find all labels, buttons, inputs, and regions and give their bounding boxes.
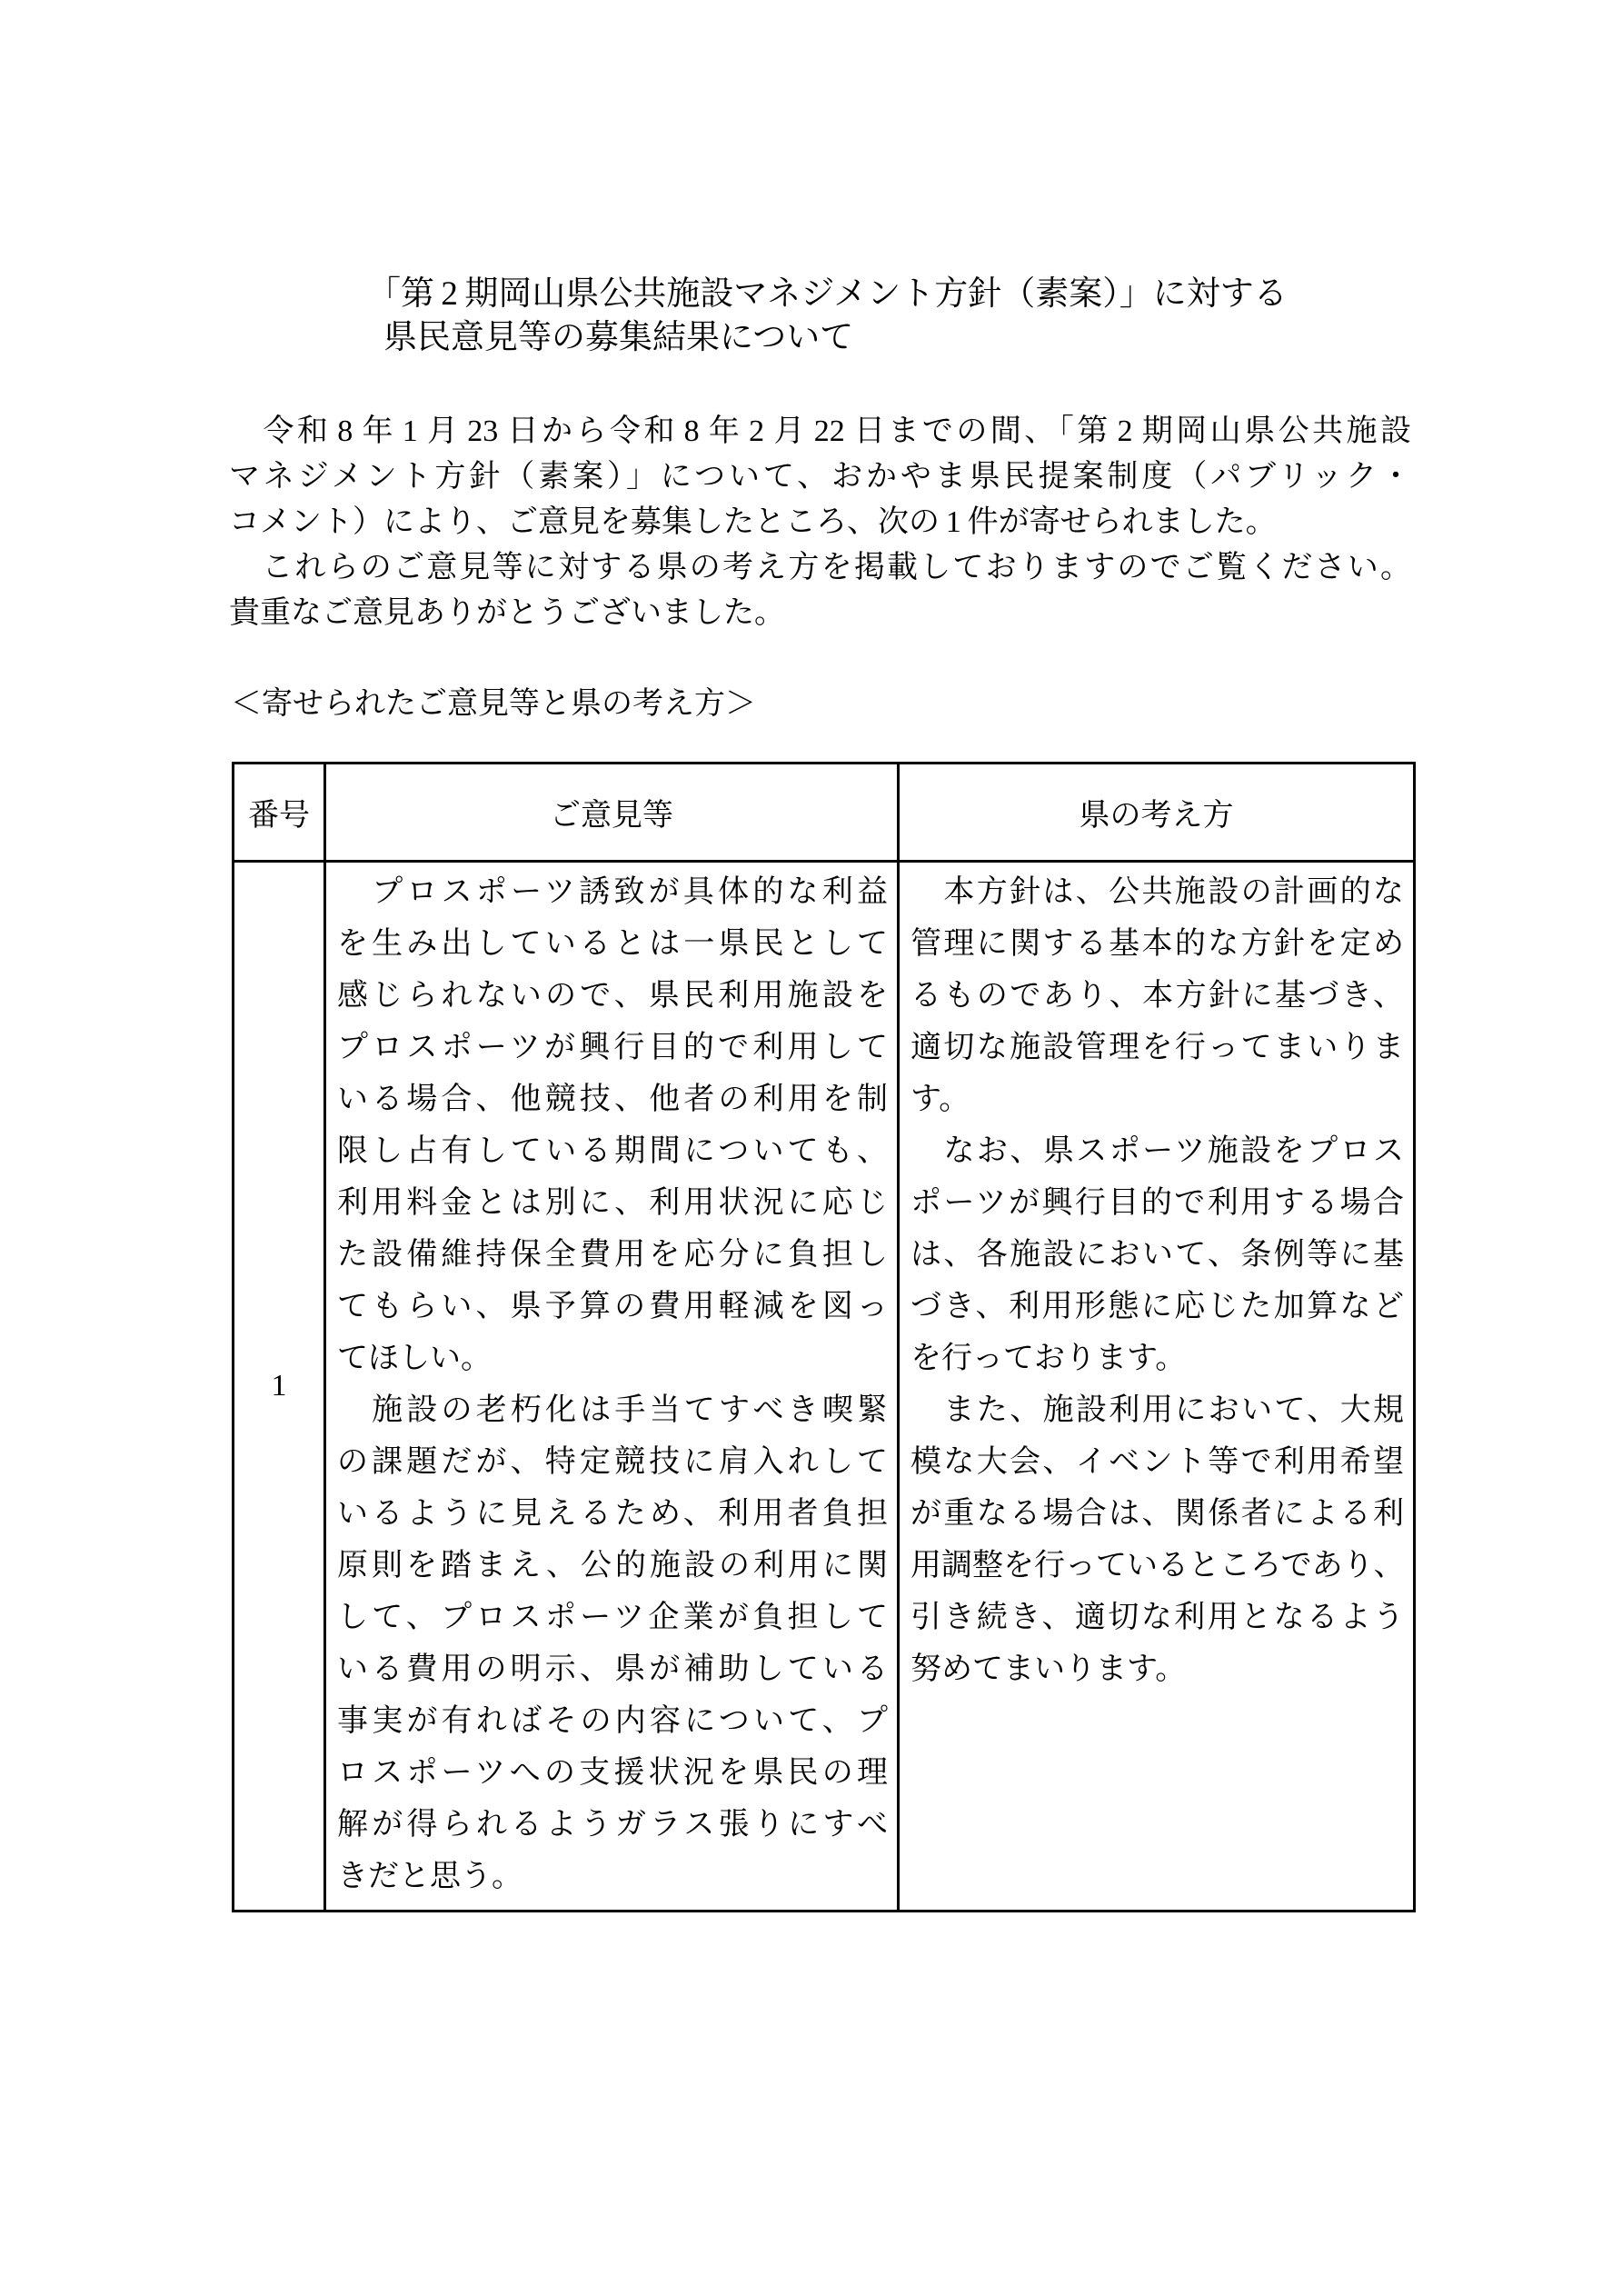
- text-line: 解が得られるようガラス張りにすべ: [337, 1808, 888, 1842]
- text-line: 限し占有している期間についても、: [337, 1134, 888, 1168]
- text-line: コメント）により、ご意見を募集したところ、次の 1 件が寄せられました。: [229, 505, 1277, 539]
- text-line: 貴重なご意見ありがとうございました。: [229, 596, 785, 630]
- text-line: して、プロスポーツ企業が負担して: [337, 1601, 888, 1634]
- response-cell: [899, 862, 1415, 1912]
- document-title: [367, 273, 1288, 360]
- text-line: プロスポーツ誘致が具体的な利益: [337, 875, 888, 909]
- column-header-response: 県の考え方: [899, 764, 1415, 862]
- column-header-number: 番号: [234, 764, 325, 862]
- text-line: 努めてまいります。: [911, 1652, 1187, 1686]
- title-line-2: 県民意見等の募集結果について: [383, 319, 854, 356]
- text-line: また、施設利用において、大規: [911, 1393, 1404, 1427]
- text-line: す。: [911, 1083, 970, 1116]
- opinion-cell: [325, 862, 899, 1912]
- text-line: てほしい。: [337, 1342, 492, 1375]
- table-header-row: [234, 764, 1415, 862]
- section-heading: ＜寄せられたご意見等と県の考え方＞: [231, 687, 756, 721]
- text-line: が重なる場合は、関係者による利: [911, 1497, 1404, 1531]
- text-line: 感じられないので、県民利用施設を: [337, 979, 888, 1013]
- text-line: これらのご意見等に対する県の考え方を掲載しておりますのでご覧ください。: [229, 551, 1411, 584]
- text-line: を行っております。: [911, 1342, 1187, 1375]
- text-line: 本方針は、公共施設の計画的な: [911, 875, 1404, 909]
- text-line: 原則を踏まえ、公的施設の利用に関: [337, 1549, 888, 1582]
- table-row: [234, 862, 1415, 1912]
- text-line: いる費用の明示、県が補助している: [337, 1652, 888, 1686]
- text-line: は、各施設において、条例等に基: [911, 1238, 1404, 1272]
- text-line: きだと思う。: [337, 1860, 522, 1893]
- text-line: ポーツが興行目的で利用する場合: [911, 1186, 1404, 1220]
- text-line: いる場合、他競技、他者の利用を制: [337, 1083, 888, 1116]
- text-line: ロスポーツへの支援状況を県民の理: [337, 1756, 888, 1790]
- text-line: を生み出しているとは一県民として: [337, 927, 888, 961]
- text-line: いるように見えるため、利用者負担: [337, 1497, 888, 1531]
- column-header-opinion: ご意見等: [325, 764, 899, 862]
- text-line: 適切な施設管理を行ってまいりま: [911, 1031, 1404, 1064]
- text-line: 管理に関する基本的な方針を定め: [911, 927, 1404, 961]
- text-line: 用調整を行っているところであり、: [911, 1549, 1405, 1582]
- text-line: 令和 8 年 1 月 23 日から令和 8 年 2 月 22 日までの間、「第 2 期岡山県公共施設: [229, 414, 1411, 448]
- text-line: てもらい、県予算の費用軽減を図っ: [337, 1290, 888, 1323]
- text-line: るものであり、本方針に基づき、: [911, 979, 1404, 1013]
- text-line: 模な大会、イベント等で利用希望: [911, 1445, 1404, 1479]
- intro-paragraph: [229, 409, 1411, 636]
- text-line: 事実が有ればその内容について、プ: [337, 1704, 888, 1738]
- text-line: マネジメント方針（素案）」について、おかやま県民提案制度（パブリック・: [229, 460, 1411, 494]
- text-line: 施設の老朽化は手当てすべき喫緊: [337, 1393, 888, 1427]
- text-line: 引き続き、適切な利用となるよう: [911, 1601, 1404, 1634]
- text-line: プロスポーツが興行目的で利用して: [337, 1031, 888, 1064]
- title-line-1: 「第 2 期岡山県公共施設マネジメント方針（素案）」に対する: [367, 275, 1288, 313]
- text-line: づき、利用形態に応じた加算など: [911, 1290, 1404, 1323]
- row-number-cell: 1: [234, 862, 325, 1912]
- comments-table: [232, 762, 1416, 1912]
- text-line: なお、県スポーツ施設をプロス: [911, 1134, 1404, 1168]
- text-line: の課題だが、特定競技に肩入れして: [337, 1445, 888, 1479]
- text-line: た設備維持保全費用を応分に負担し: [337, 1238, 888, 1272]
- text-line: 利用料金とは別に、利用状況に応じ: [337, 1186, 888, 1220]
